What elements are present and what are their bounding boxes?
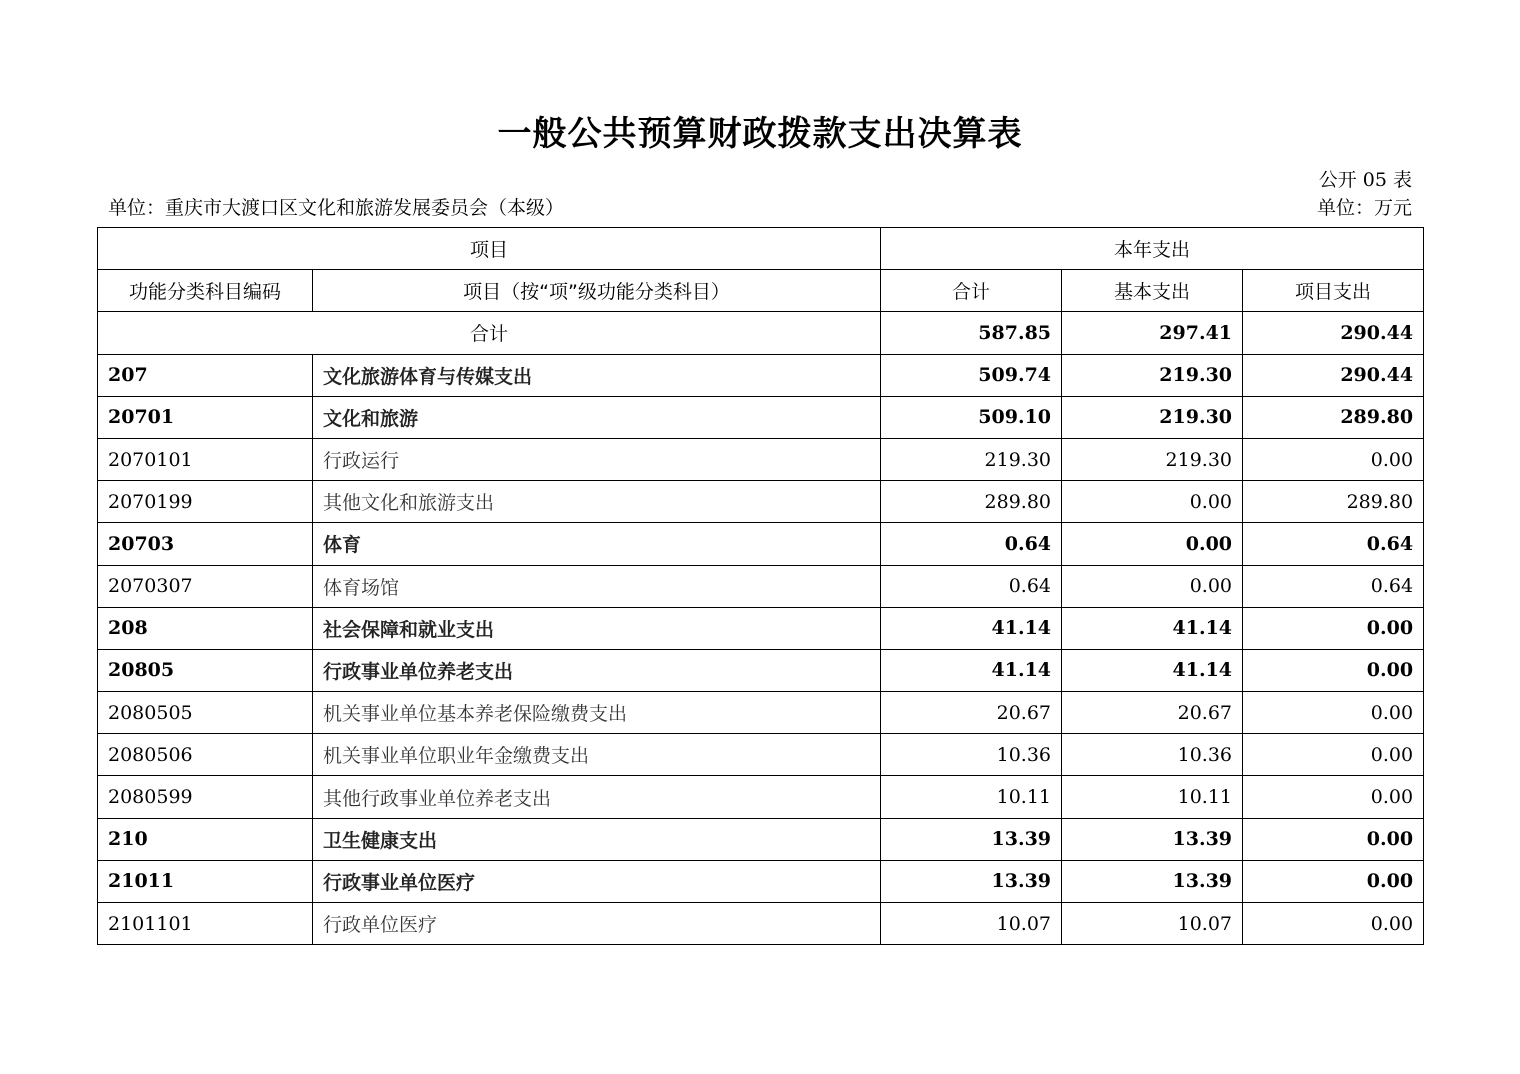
row-name: 行政运行 <box>313 438 881 480</box>
row-total: 13.39 <box>881 818 1062 860</box>
row-project: 290.44 <box>1243 354 1424 396</box>
table-row <box>98 481 1424 523</box>
row-code: 20701 <box>98 396 313 438</box>
total-total: 587.85 <box>881 312 1062 354</box>
table-row <box>98 354 1424 396</box>
header-name: 项目（按“项”级功能分类科目） <box>313 270 881 312</box>
row-project: 0.00 <box>1243 734 1424 776</box>
total-basic: 297.41 <box>1062 312 1243 354</box>
row-code: 2080599 <box>98 776 313 818</box>
row-name: 其他行政事业单位养老支出 <box>313 776 881 818</box>
form-number: 公开 05 表 <box>1318 169 1412 191</box>
row-basic: 13.39 <box>1062 860 1243 902</box>
row-name: 体育场馆 <box>313 565 881 607</box>
row-code: 2101101 <box>98 903 313 945</box>
row-basic: 0.00 <box>1062 523 1243 565</box>
row-basic: 10.11 <box>1062 776 1243 818</box>
row-total: 289.80 <box>881 481 1062 523</box>
total-project: 290.44 <box>1243 312 1424 354</box>
row-basic: 219.30 <box>1062 396 1243 438</box>
row-project: 289.80 <box>1243 481 1424 523</box>
row-name: 文化和旅游 <box>313 396 881 438</box>
row-total: 0.64 <box>881 565 1062 607</box>
row-basic: 0.00 <box>1062 565 1243 607</box>
total-row <box>98 312 1424 354</box>
row-total: 20.67 <box>881 692 1062 734</box>
row-project: 0.00 <box>1243 692 1424 734</box>
row-project: 0.00 <box>1243 776 1424 818</box>
row-total: 13.39 <box>881 860 1062 902</box>
row-basic: 10.36 <box>1062 734 1243 776</box>
header-row-1 <box>98 228 1424 270</box>
table-row <box>98 818 1424 860</box>
row-name: 体育 <box>313 523 881 565</box>
row-name: 其他文化和旅游支出 <box>313 481 881 523</box>
reporting-unit: 单位：重庆市大渡口区文化和旅游发展委员会（本级） <box>108 197 565 219</box>
row-code: 208 <box>98 607 313 649</box>
table-row <box>98 860 1424 902</box>
table-row <box>98 649 1424 691</box>
row-name: 机关事业单位职业年金缴费支出 <box>313 734 881 776</box>
total-label: 合计 <box>98 312 881 354</box>
header-project: 项目支出 <box>1243 270 1424 312</box>
row-name: 行政事业单位医疗 <box>313 860 881 902</box>
row-code: 210 <box>98 818 313 860</box>
row-name: 社会保障和就业支出 <box>313 607 881 649</box>
header-basic: 基本支出 <box>1062 270 1243 312</box>
row-total: 10.11 <box>881 776 1062 818</box>
row-basic: 13.39 <box>1062 818 1243 860</box>
row-project: 0.00 <box>1243 607 1424 649</box>
table-row <box>98 692 1424 734</box>
row-project: 0.00 <box>1243 649 1424 691</box>
table-row <box>98 396 1424 438</box>
row-project: 0.00 <box>1243 818 1424 860</box>
row-total: 10.07 <box>881 903 1062 945</box>
row-code: 2080506 <box>98 734 313 776</box>
row-project: 0.00 <box>1243 860 1424 902</box>
row-project: 289.80 <box>1243 396 1424 438</box>
currency-unit: 单位：万元 <box>1316 197 1412 219</box>
row-project: 0.64 <box>1243 565 1424 607</box>
row-basic: 219.30 <box>1062 354 1243 396</box>
header-item: 项目 <box>98 228 881 270</box>
row-total: 219.30 <box>881 438 1062 480</box>
row-code: 21011 <box>98 860 313 902</box>
row-project: 0.00 <box>1243 438 1424 480</box>
row-code: 2070101 <box>98 438 313 480</box>
row-basic: 41.14 <box>1062 607 1243 649</box>
row-project: 0.00 <box>1243 903 1424 945</box>
row-project: 0.64 <box>1243 523 1424 565</box>
row-code: 2070199 <box>98 481 313 523</box>
row-name: 文化旅游体育与传媒支出 <box>313 354 881 396</box>
table-row <box>98 607 1424 649</box>
table-row <box>98 523 1424 565</box>
row-code: 207 <box>98 354 313 396</box>
row-basic: 41.14 <box>1062 649 1243 691</box>
row-basic: 219.30 <box>1062 438 1243 480</box>
row-code: 20805 <box>98 649 313 691</box>
table-row <box>98 734 1424 776</box>
row-name: 卫生健康支出 <box>313 818 881 860</box>
row-basic: 0.00 <box>1062 481 1243 523</box>
header-current-year: 本年支出 <box>881 228 1424 270</box>
row-code: 2070307 <box>98 565 313 607</box>
row-code: 2080505 <box>98 692 313 734</box>
header-code: 功能分类科目编码 <box>98 270 313 312</box>
row-total: 509.10 <box>881 396 1062 438</box>
expenditure-table <box>97 227 1424 945</box>
row-name: 机关事业单位基本养老保险缴费支出 <box>313 692 881 734</box>
row-total: 10.36 <box>881 734 1062 776</box>
row-basic: 20.67 <box>1062 692 1243 734</box>
row-total: 41.14 <box>881 607 1062 649</box>
row-code: 20703 <box>98 523 313 565</box>
row-name: 行政单位医疗 <box>313 903 881 945</box>
table-row <box>98 776 1424 818</box>
row-basic: 10.07 <box>1062 903 1243 945</box>
table-row <box>98 565 1424 607</box>
table-row <box>98 438 1424 480</box>
table-row <box>98 903 1424 945</box>
row-total: 41.14 <box>881 649 1062 691</box>
row-total: 509.74 <box>881 354 1062 396</box>
page-title: 一般公共预算财政拨款支出决算表 <box>497 114 1023 154</box>
header-total: 合计 <box>881 270 1062 312</box>
header-row-2 <box>98 270 1424 312</box>
row-total: 0.64 <box>881 523 1062 565</box>
row-name: 行政事业单位养老支出 <box>313 649 881 691</box>
